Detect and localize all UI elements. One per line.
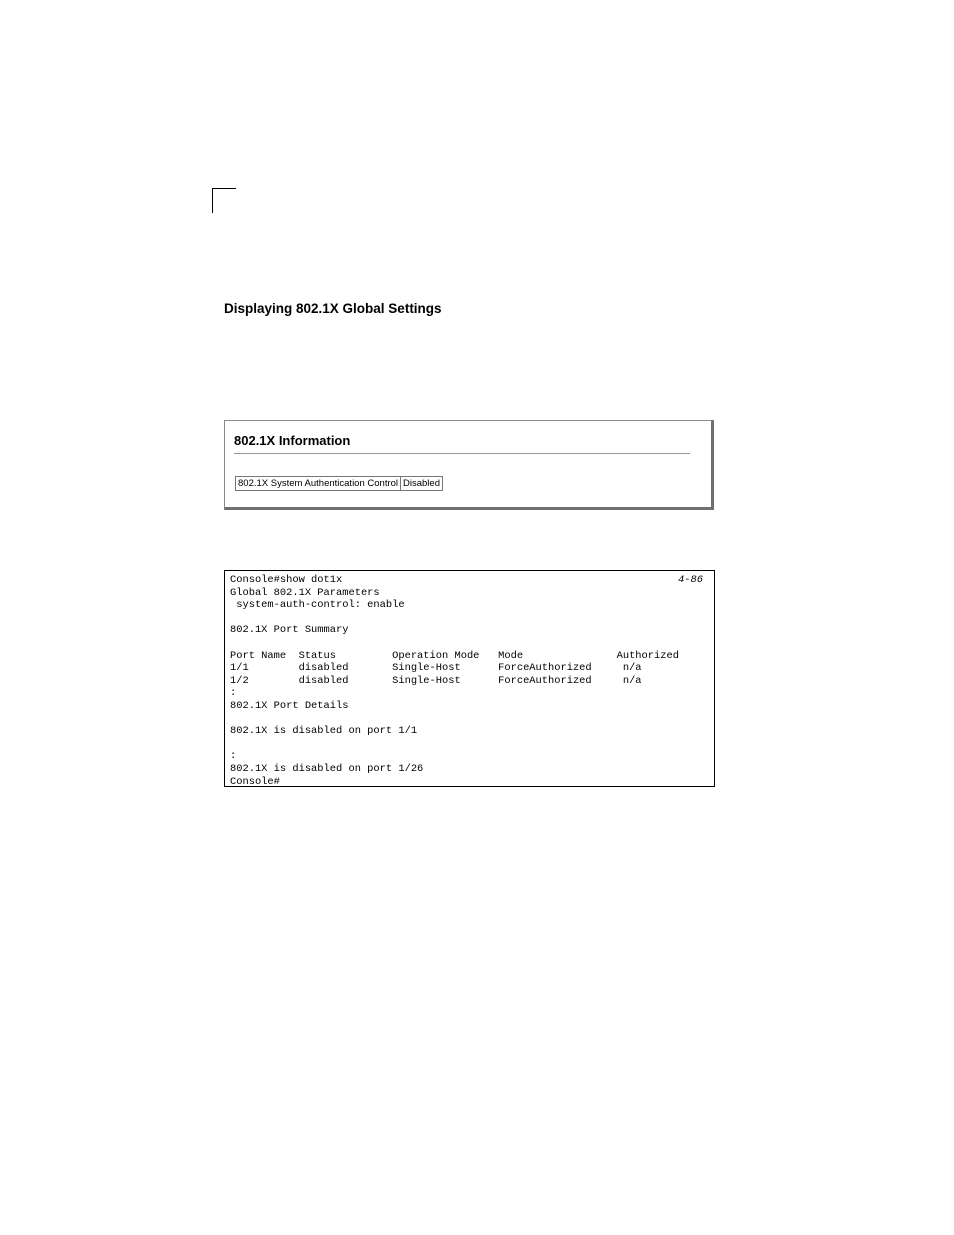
cli-line: 802.1X Port Summary [230,624,349,637]
cli-line: Console# [230,775,280,788]
cli-line: 1/1 disabled Single-Host ForceAuthorized n/a [230,662,642,675]
panel-divider [234,453,690,454]
cli-line: : [230,750,237,763]
cli-line: 802.1X is disabled on port 1/1 [230,725,418,738]
section-heading: Displaying 802.1X Global Settings [224,301,442,316]
table-row [236,477,443,491]
cli-line: system-auth-control: enable [230,599,405,612]
panel-title: 802.1X Information [234,433,351,448]
cli-line: Console#show dot1x [230,574,343,586]
cli-line: 1/2 disabled Single-Host ForceAuthorized n/a [230,674,642,687]
cli-line: 802.1X Port Details [230,699,349,712]
dot1x-info-table [235,476,443,491]
param-value: Disabled [401,477,443,491]
crop-mark-horizontal [212,188,236,189]
web-interface-screenshot [224,420,714,510]
cli-output [230,574,679,788]
cli-line: : [230,687,237,700]
param-label: 802.1X System Authentication Control [236,477,401,491]
crop-mark-vertical [212,188,213,213]
cli-line: 802.1X is disabled on port 1/26 [230,762,424,775]
cli-line: Port Name Status Operation Mode Mode Authorized [230,649,679,662]
cli-example-box [224,570,715,787]
cli-line: Global 802.1X Parameters [230,586,380,599]
page-reference: 4-86 [678,574,703,586]
